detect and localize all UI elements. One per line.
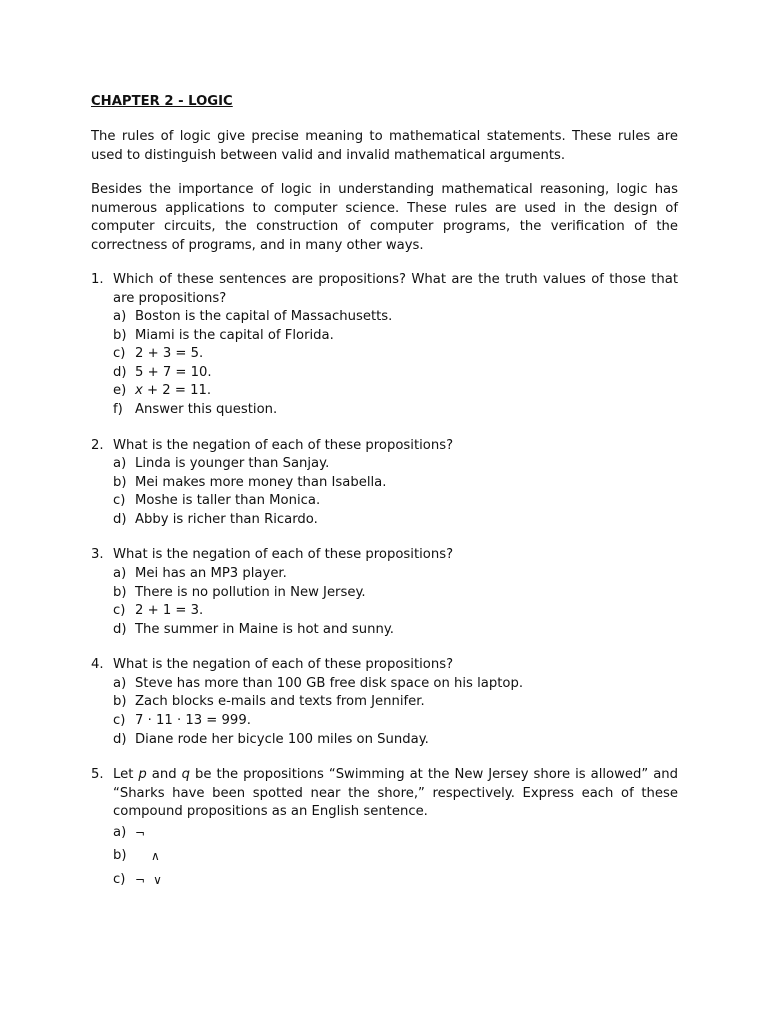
- negation-symbol: ¬: [135, 825, 146, 840]
- text-fragment: be the propositions “Swimming at the New Jersey shore is allowed” and “Sharks have been spotted near the shore,” respectively. Express each of these compound propositions as an English sentence.: [113, 767, 679, 820]
- option-text: The summer in Maine is hot and sunny.: [135, 621, 394, 637]
- exercise-5: [91, 766, 678, 892]
- option-label: a): [113, 824, 127, 840]
- option-label: a): [113, 565, 127, 581]
- option-list: [113, 565, 678, 639]
- option-item: [113, 474, 678, 493]
- option-text: Abby is richer than Ricardo.: [135, 511, 318, 527]
- option-label: b): [113, 584, 127, 600]
- variable-p: p: [138, 767, 147, 783]
- option-text: + 2 = 11.: [142, 383, 212, 399]
- option-item: [113, 327, 678, 346]
- option-item: [113, 602, 678, 621]
- option-list: [113, 455, 678, 529]
- option-text: 5 + 7 = 10.: [135, 364, 212, 380]
- option-text: 7 · 11 · 13 = 999.: [135, 713, 251, 728]
- option-label: c): [113, 713, 126, 728]
- option-label: b): [113, 327, 127, 343]
- option-text: Miami is the capital of Florida.: [135, 327, 334, 343]
- option-text: Answer this question.: [135, 401, 278, 417]
- option-label: d): [113, 364, 127, 380]
- option-label: d): [113, 731, 127, 747]
- option-label: d): [113, 621, 127, 637]
- option-text: Diane rode her bicycle 100 miles on Sunday.: [135, 731, 429, 747]
- option-text: Moshe is taller than Monica.: [135, 493, 321, 509]
- option-item: [113, 621, 678, 640]
- exercise-text: [113, 766, 678, 822]
- option-text: Zach blocks e-mails and texts from Jennifer.: [135, 694, 425, 710]
- option-item: [113, 401, 678, 420]
- option-text: Linda is younger than Sanjay.: [135, 456, 330, 472]
- exercise-2: [91, 437, 678, 530]
- exercise-number: 1.: [91, 272, 104, 287]
- option-label: b): [113, 848, 127, 864]
- exercise-text: What is the negation of each of these propositions?: [113, 547, 454, 563]
- intro-paragraph-2: Besides the importance of logic in understanding mathematical reasoning, logic has numerous applications to computer science. These rules are used in the design of computer circuits, the construction of computer programs, the verification of the correctness of programs, and in many other ways.: [91, 182, 678, 253]
- option-item: [113, 731, 678, 750]
- option-label: c): [113, 871, 126, 887]
- exercise-number: 2.: [91, 437, 104, 453]
- option-text: Steve has more than 100 GB free disk space on his laptop.: [135, 675, 524, 691]
- negation-symbol: ¬: [135, 872, 146, 887]
- exercise-number: 3.: [91, 547, 104, 563]
- option-label: c): [113, 346, 126, 362]
- exercise-number: 5.: [91, 767, 104, 783]
- option-label: c): [113, 493, 126, 509]
- option-text: 2 + 3 = 5.: [135, 346, 204, 362]
- option-item: [113, 492, 678, 511]
- option-text: Mei makes more money than Isabella.: [135, 474, 387, 490]
- exercise-1: [91, 271, 678, 420]
- option-item: [113, 511, 678, 530]
- option-item: [113, 455, 678, 474]
- option-list: [113, 822, 678, 893]
- option-item: [113, 364, 678, 383]
- option-item: [113, 822, 678, 846]
- option-item: [113, 869, 678, 893]
- option-text: There is no pollution in New Jersey.: [135, 584, 366, 600]
- option-item: [113, 845, 678, 869]
- option-text: Boston is the capital of Massachusetts.: [135, 309, 393, 324]
- option-text: 2 + 1 = 3.: [135, 603, 204, 619]
- option-item: [113, 565, 678, 584]
- option-label: a): [113, 309, 127, 324]
- exercise-4: [91, 656, 678, 749]
- and-symbol: ∧: [151, 849, 160, 864]
- intro-paragraph-1: The rules of logic give precise meaning to mathematical statements. These rules are used to distinguish between valid and invalid mathematical arguments.: [91, 129, 678, 163]
- option-item: [113, 345, 678, 364]
- option-label: e): [113, 383, 127, 399]
- exercise-3: [91, 546, 678, 639]
- option-label: a): [113, 675, 127, 691]
- option-text: Mei has an MP3 player.: [135, 565, 287, 581]
- option-label: c): [113, 603, 126, 619]
- text-fragment: Let: [113, 767, 139, 783]
- exercise-text: What is the negation of each of these propositions?: [113, 657, 454, 673]
- option-label: f): [113, 401, 123, 417]
- option-item: [113, 675, 678, 694]
- chapter-title: CHAPTER 2 - LOGIC: [91, 94, 233, 109]
- exercise-number: 4.: [91, 657, 104, 673]
- exercise-text: What is the negation of each of these propositions?: [113, 437, 454, 453]
- option-label: d): [113, 511, 127, 527]
- option-label: a): [113, 456, 127, 472]
- option-item: [113, 712, 678, 731]
- option-item: [113, 693, 678, 712]
- option-item: [113, 382, 678, 401]
- option-list: [113, 675, 678, 749]
- variable-x: x: [135, 383, 143, 399]
- option-item: [113, 308, 678, 327]
- exercise-text: Which of these sentences are propositions? What are the truth values of those that are propositions?: [113, 272, 678, 306]
- option-label: b): [113, 694, 127, 710]
- variable-q: q: [181, 767, 191, 783]
- option-label: b): [113, 474, 127, 490]
- text-fragment: and: [146, 767, 182, 783]
- or-symbol: ∨: [153, 872, 162, 887]
- exercise-list: [91, 271, 678, 892]
- option-item: [113, 584, 678, 603]
- option-list: [113, 308, 678, 420]
- document-page: [91, 93, 678, 909]
